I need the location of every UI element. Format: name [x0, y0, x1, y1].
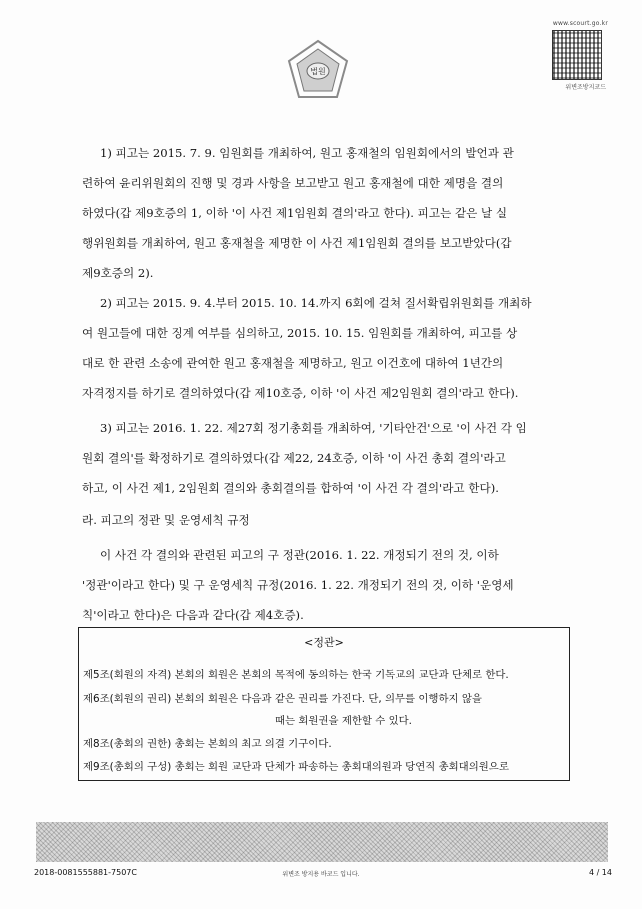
paragraph-2: [82, 288, 576, 408]
line: 행위원회를 개최하여, 원고 홍재철을 제명한 이 사건 제1임원회 결의를 보고받았다(갑: [82, 236, 512, 250]
paragraph-1: [82, 138, 576, 288]
article-8: 제8조(총회의 권한) 총회는 본회의 최고 의결 기구이다.: [83, 738, 332, 750]
line: 하고, 이 사건 제1, 2임원회 결의와 총회결의를 합하여 '이 사건 각 결의'라고 한다).: [82, 481, 499, 495]
paragraph-3: [82, 413, 576, 503]
barcode-note: 위변조 방지용 바코드 입니다.: [282, 871, 360, 878]
section-heading: 라. 피고의 정관 및 운영세칙 규정: [82, 513, 250, 527]
court-website: www.scourt.go.kr: [552, 20, 608, 27]
line: 1) 피고는 2015. 7. 9. 임원회를 개최하여, 원고 홍재철의 임원회에서의 발언과 관: [100, 146, 514, 160]
line: 2) 피고는 2015. 9. 4.부터 2015. 10. 14.까지 6회에 걸쳐 질서확립위원회를 개최하: [100, 296, 532, 310]
line: '정관'이라고 한다) 및 구 운영세칙 규정(2016. 1. 22. 개정되기 전의 것, 이하 '운영세: [82, 578, 514, 592]
anti-forgery-barcode: [36, 822, 608, 862]
seal-text: 법원: [310, 67, 326, 76]
article-6-continued: 때는 회원권을 제한할 수 있다.: [275, 715, 412, 727]
articles-box: [78, 627, 570, 781]
intro-paragraph: [82, 540, 576, 630]
line: 3) 피고는 2016. 1. 22. 제27회 정기총회를 개최하여, '기타안건'으로 '이 사건 각 임: [100, 421, 527, 435]
line: 이 사건 각 결의와 관련된 피고의 구 정관(2016. 1. 22. 개정되기 전의 것, 이하: [100, 548, 499, 562]
article-9: 제9조(총회의 구성) 총회는 회원 교단과 단체가 파송하는 총회대의원과 당연직 총회대의원으로: [83, 761, 509, 773]
line: 원회 결의'를 확정하기로 결의하였다(갑 제22, 24호증, 이하 '이 사건 총회 결의'라고: [82, 451, 506, 465]
document-id: 2018-0081555881-7507C: [34, 868, 137, 877]
line: 하였다(갑 제9호증의 1, 이하 '이 사건 제1임원회 결의'라고 한다). 피고는 같은 날 실: [82, 206, 508, 220]
line: 대로 한 관련 소송에 관여한 원고 홍재철을 제명하고, 원고 이건호에 대하여 1년간의: [82, 356, 504, 370]
line: 자격정지를 하기로 결의하였다(갑 제10호증, 이하 '이 사건 제2임원회 결의'라고 한다).: [82, 386, 519, 400]
line: 여 원고들에 대한 징계 여부를 심의하고, 2015. 10. 15. 임원회를 개최하여, 피고를 상: [82, 326, 518, 340]
article-5: 제5조(회원의 자격) 본회의 회원은 본회의 목적에 동의하는 한국 기독교의 교단과 단체로 한다.: [83, 669, 509, 681]
line: 제9호증의 2).: [82, 266, 154, 280]
line: 칙'이라고 한다)은 다음과 같다(갑 제4호증).: [82, 608, 304, 622]
verification-qr-code: [552, 30, 602, 80]
box-title: <정관>: [304, 636, 344, 649]
qr-label: 위변조방지코드: [565, 84, 606, 91]
court-seal-icon: [283, 37, 353, 107]
line: 련하여 윤리위원회의 진행 및 경과 사항을 보고받고 원고 홍재철에 대한 제명을 결의: [82, 176, 504, 190]
article-6: 제6조(회원의 권리) 본회의 회원은 다음과 같은 권리를 가진다. 단, 의무를 이행하지 않을: [83, 693, 482, 705]
page-number: 4 / 14: [588, 868, 612, 877]
